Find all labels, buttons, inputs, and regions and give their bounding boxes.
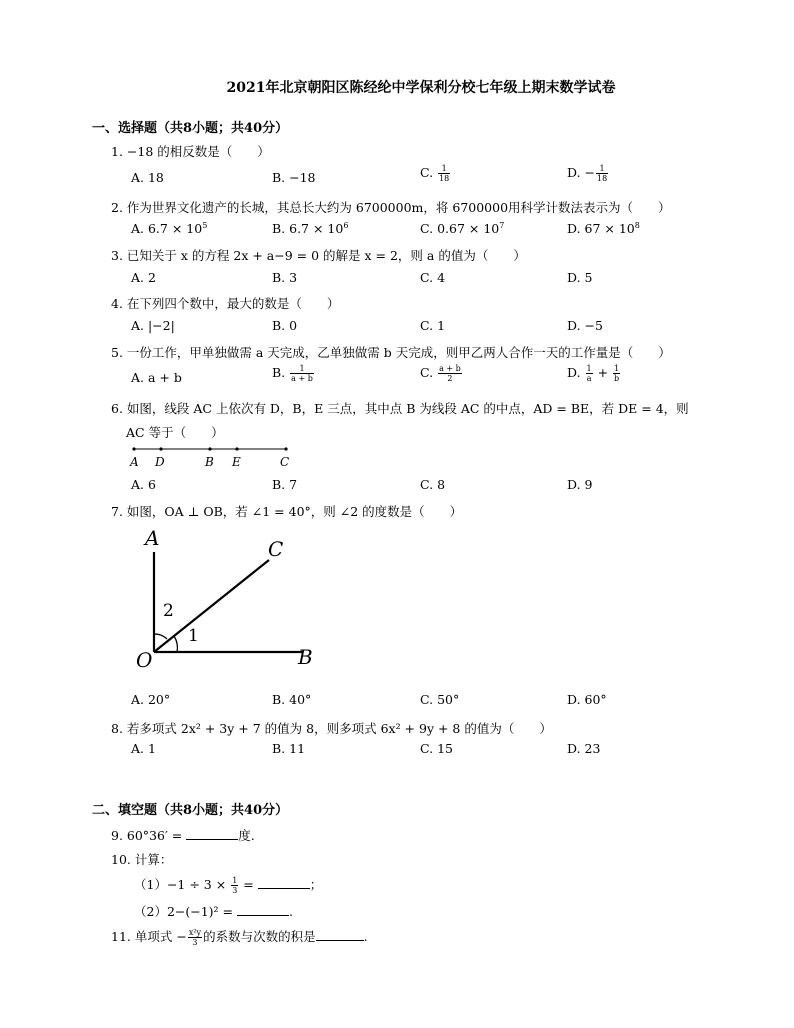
q2-option-b: B. $6.7 \times 10^6$ [272,221,349,237]
page-title: 2021年北京朝阳区陈经纶中学保利分校七年级上期末数学试卷 [226,80,616,96]
q6-option-c: C. 8 [420,477,446,492]
q6-segment-figure [128,442,308,456]
question-4: 4. 在下列四个数中，最大的数是（ ） [111,296,340,311]
q8-option-d: D. 23 [567,741,601,756]
q7-label-o: O [136,648,153,672]
q3-option-d: D. 5 [567,270,593,285]
q7-label-c: C [268,537,284,561]
q9-answer-blank[interactable] [186,828,238,840]
q5-option-d: D. $\frac{1}{a}$ + $\frac{1}{b}$ [567,364,620,383]
q7-option-b: B. 40° [272,692,312,707]
question-6-line1: 6. 如图，线段 AC 上依次有 D，B，E 三点，其中点 B 为线段 AC 的中点，AD = BE，若 DE = 4，则 [111,401,689,416]
q5-option-c: C. $\frac{a + b}{2}$ [420,364,461,383]
q8-option-c: C. 15 [420,741,453,756]
q6-label-a: A [130,455,139,469]
q5-option-a: A. a + b [131,370,182,385]
q7-label-angle-1: 1 [188,626,199,646]
q6-label-d: D [155,455,165,469]
q4-option-d: D. −5 [567,318,603,333]
q3-option-b: B. 3 [272,270,298,285]
q1-option-d: D. − $\frac{1}{18}$ [567,164,608,183]
q6-option-a: A. 6 [131,477,156,492]
question-10-part-2: （2）2−(−1)² = . [134,904,293,919]
q7-label-angle-2: 2 [163,601,174,621]
question-10-part-1: （1）−1 ÷ 3 × $\frac{1}{3}$ = ； [134,876,323,895]
question-2: 2. 作为世界文化遗产的长城，其总长大约为 6700000m，将 6700000用科学计数法表示为（ ） [111,200,671,215]
q7-label-a: A [145,526,160,550]
q4-option-c: C. 1 [420,318,446,333]
q2-option-a: A. $6.7 \times 10^5$ [131,221,208,237]
q7-option-c: C. 50° [420,692,460,707]
q6-label-e: E [232,455,241,469]
question-11: 11. 单项式 − $\frac{\text{x²y}}{3}$ 的系数与次数的积是 . [111,928,368,947]
question-9: 9. 60°36′ = 度. [111,828,255,843]
q2-option-d: D. $67 \times 10^8$ [567,221,640,237]
q10-part-1-answer-blank[interactable] [258,877,310,889]
q1-option-b: B. −18 [272,170,316,185]
q5-option-b: B. $\frac{1}{a + b}$ [272,364,313,383]
q6-option-b: B. 7 [272,477,298,492]
q2-option-c: C. $0.67 \times 10^7$ [420,221,505,237]
q8-option-a: A. 1 [131,741,156,756]
q1-option-c: C. $\frac{1}{18}$ [420,164,450,183]
q3-option-a: A. 2 [131,270,156,285]
section-heading-choice: 一、选择题（共8小题；共40分） [92,121,289,136]
q6-label-b: B [205,455,214,469]
q7-option-d: D. 60° [567,692,607,707]
q3-option-c: C. 4 [420,270,446,285]
q7-option-a: A. 20° [131,692,171,707]
question-5: 5. 一份工作，甲单独做需 a 天完成，乙单独做需 b 天完成，则甲乙两人合作一天的工作量是（ ） [111,345,671,360]
q7-label-b: B [298,645,313,669]
question-1: 1. −18 的相反数是（ ） [111,144,270,159]
question-6-line2: AC 等于（ ） [126,425,224,440]
section-heading-fill: 二、填空题（共8小题；共40分） [92,803,289,818]
q4-option-a: A. |−2| [131,318,175,333]
question-7: 7. 如图，OA ⊥ OB，若 ∠1 = 40°，则 ∠2 的度数是（ ） [111,504,463,519]
q8-option-b: B. 11 [272,741,306,756]
q10-part-2-answer-blank[interactable] [237,904,289,916]
question-8: 8. 若多项式 2x² + 3y + 7 的值为 8，则多项式 6x² + 9y + 8 的值为（ ） [111,721,552,736]
q6-option-d: D. 9 [567,477,593,492]
q1-option-a: A. 18 [131,170,164,185]
q4-option-b: B. 0 [272,318,298,333]
question-3: 3. 已知关于 x 的方程 2x + a−9 = 0 的解是 x = 2，则 a 的值为（ ） [111,248,526,263]
q11-answer-blank[interactable] [316,929,364,941]
q6-label-c: C [280,455,290,469]
question-10: 10. 计算： [111,852,173,867]
